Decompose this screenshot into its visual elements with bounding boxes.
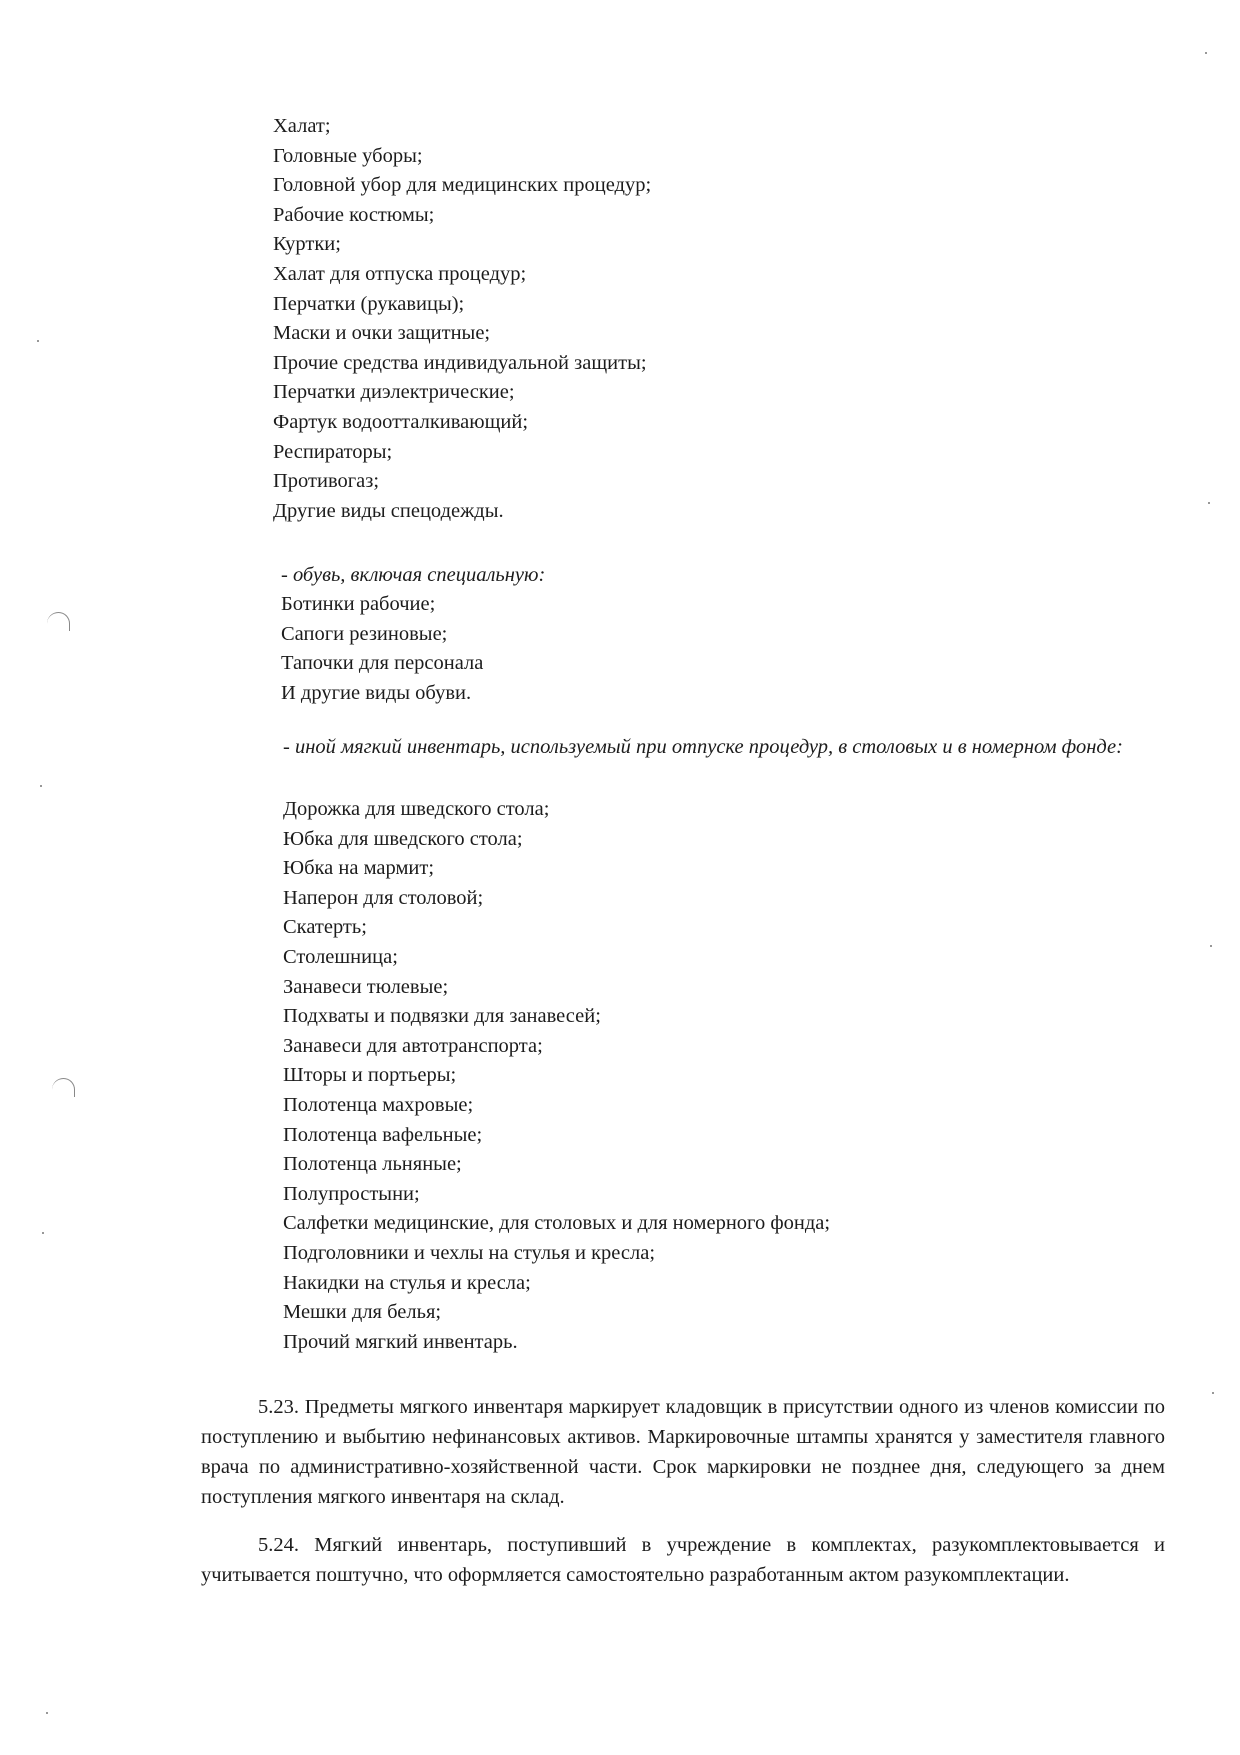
list-item: Занавеси для автотранспорта; [283, 1034, 543, 1057]
list-item: Халат для отпуска процедур; [273, 262, 527, 285]
list-item: Салфетки медицинские, для столовых и для номерного фонда; [283, 1212, 831, 1235]
list-item: Шторы и портьеры; [283, 1064, 457, 1087]
scan-speck [42, 1232, 44, 1234]
list-item: Мешки для белья; [283, 1301, 442, 1324]
list-item: Маски и очки защитные; [273, 322, 491, 345]
list-item: Полупростыни; [283, 1182, 420, 1205]
scan-speck [1210, 945, 1212, 947]
scan-speck [1205, 52, 1207, 54]
list-item: Накидки на стулья и кресла; [283, 1271, 531, 1294]
list-item: Дорожка для шведского стола; [283, 798, 550, 820]
list-item: Занавеси тюлевые; [283, 975, 449, 998]
list-item: Противогаз; [273, 470, 380, 493]
clothing-list [273, 112, 1153, 526]
list-item: И другие виды обуви. [281, 681, 472, 704]
paragraph-5-24: 5.24. Мягкий инвентарь, поступивший в учреждение в комплектах, разукомплектовывается и учитывается поштучно, что оформляется самостоятельно разработанным актом разукомплектации. [201, 1534, 1165, 1586]
list-item: Головной убор для медицинских процедур; [273, 174, 652, 197]
list-item: Халат; [273, 115, 331, 137]
list-item: Респираторы; [273, 440, 393, 463]
list-item: Прочие средства индивидуальной защиты; [273, 351, 647, 374]
footwear-heading: - обувь, включая специальную: [281, 564, 546, 586]
scan-speck [40, 785, 42, 787]
list-item: Полотенца льняные; [283, 1153, 462, 1176]
scan-speck [37, 340, 39, 342]
list-item: Головные уборы; [273, 144, 423, 167]
list-item: Полотенца махровые; [283, 1093, 474, 1116]
list-item: Полотенца вафельные; [283, 1123, 483, 1146]
list-item: Юбка на мармит; [283, 857, 435, 880]
soft-inventory-list [283, 795, 1163, 1357]
list-item: Рабочие костюмы; [273, 203, 435, 226]
list-item: Куртки; [273, 233, 341, 256]
scan-hole-mark [47, 612, 70, 631]
list-item: Фартук водоотталкивающий; [273, 410, 529, 433]
list-item: Прочий мягкий инвентарь. [283, 1330, 518, 1353]
soft-inventory-heading: - иной мягкий инвентарь, используемый при отпуске процедур, в столовых и в номерном фонде: [283, 736, 1123, 758]
list-item: Перчатки диэлектрические; [273, 381, 515, 404]
list-item: Ботинки рабочие; [281, 593, 436, 615]
list-item: Подхваты и подвязки для занавесей; [283, 1005, 601, 1028]
footwear-list [281, 590, 1161, 708]
list-item: Столешница; [283, 945, 398, 968]
list-item: Перчатки (рукавицы); [273, 292, 465, 315]
scan-speck [46, 1712, 48, 1714]
list-item: Сапоги резиновые; [281, 622, 448, 645]
scan-speck [1208, 502, 1210, 504]
list-item: Юбка для шведского стола; [283, 827, 523, 850]
list-item: Другие виды спецодежды. [273, 499, 504, 522]
list-item: Подголовники и чехлы на стулья и кресла; [283, 1241, 656, 1264]
list-item: Скатерть; [283, 916, 367, 939]
paragraph-5-23: 5.23. Предметы мягкого инвентаря маркирует кладовщик в присутствии одного из членов комиссии по поступлению и выбытию нефинансовых активов. Маркировочные штампы хранятся у заместителя главного врача по административно-хозяйственной части. Срок маркировки не позднее дня, следующего за днем поступления мягкого инвентаря на склад. [201, 1396, 1165, 1508]
scan-speck [1212, 1392, 1214, 1394]
list-item: Тапочки для персонала [281, 652, 484, 675]
scan-hole-mark [52, 1078, 75, 1097]
list-item: Наперон для столовой; [283, 886, 484, 909]
